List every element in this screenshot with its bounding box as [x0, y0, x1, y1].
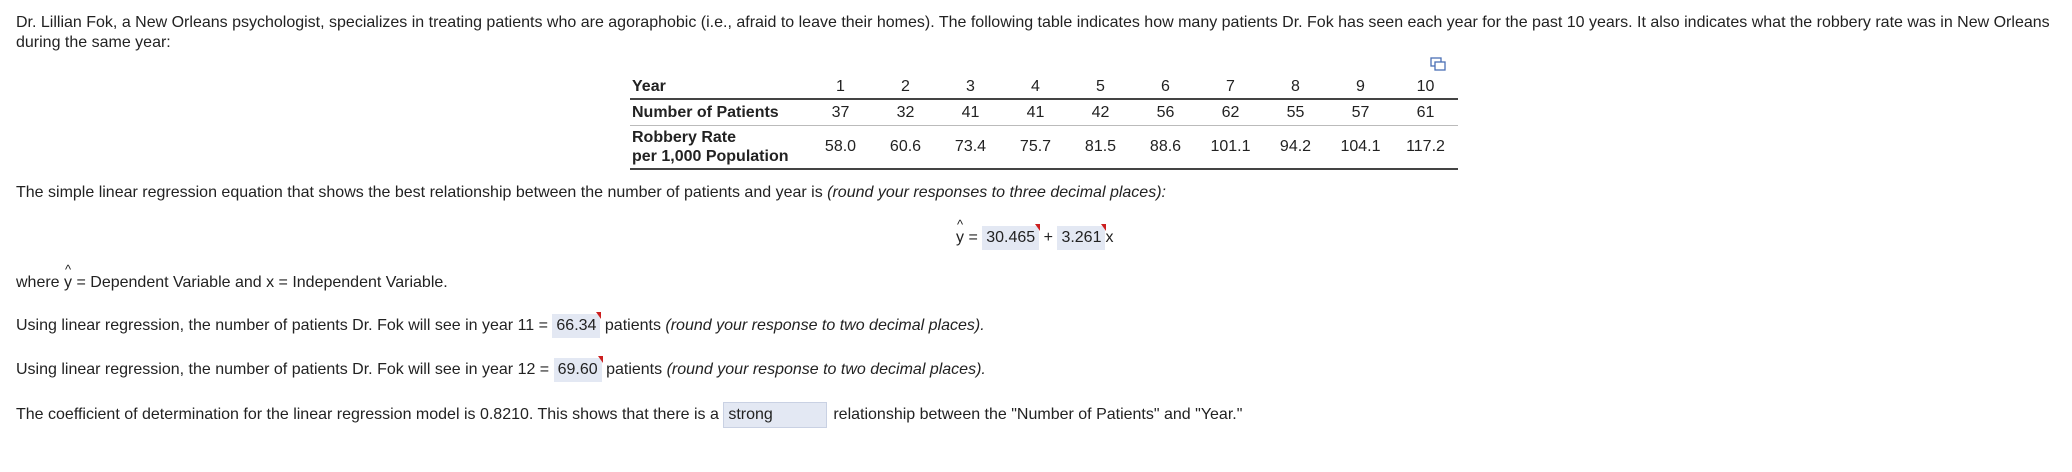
- year-cell: 3: [938, 76, 1003, 99]
- problem-intro: Dr. Lillian Fok, a New Orleans psychologist, specializes in treating patients who are agoraphobic (i.e., afraid to leave their homes). The following table indicates how many patients Dr. Fok has seen each year for the past 10 years. It also indicates what the robbery rate was in New Orleans during the same year:: [16, 14, 2050, 51]
- patients-cell: 56: [1133, 99, 1198, 126]
- robbery-cell: 75.7: [1003, 126, 1068, 170]
- slope-value: 3.261: [1061, 229, 1102, 246]
- coefficient-question: [16, 402, 1242, 428]
- year-cell: 6: [1133, 76, 1198, 99]
- year-row: [630, 76, 1458, 99]
- y-symbol: y: [64, 274, 73, 291]
- regression-question: [16, 184, 1166, 202]
- patients-cell: 57: [1328, 99, 1393, 126]
- year-row-label: Year: [630, 76, 808, 99]
- patients-cell: 32: [873, 99, 938, 126]
- patients-cell: 37: [808, 99, 873, 126]
- intercept-value: 30.465: [986, 229, 1036, 246]
- where-text: where: [16, 274, 65, 291]
- robbery-cell: 94.2: [1263, 126, 1328, 170]
- year-cell: 1: [808, 76, 873, 99]
- coefficient-text: The coefficient of determination for the linear regression model is 0.8210. This shows that there is a: [16, 406, 724, 424]
- robbery-cell: 104.1: [1328, 126, 1393, 170]
- incorrect-flag-icon: [1035, 224, 1040, 231]
- incorrect-flag-icon: [596, 312, 601, 319]
- equals-sign: =: [968, 229, 978, 246]
- incorrect-flag-icon: [598, 356, 603, 363]
- year-cell: 9: [1328, 76, 1393, 99]
- patients-cell: 55: [1263, 99, 1328, 126]
- patients-row: [630, 99, 1458, 126]
- robbery-row: [630, 126, 1458, 170]
- patients-cell: 61: [1393, 99, 1458, 126]
- coefficient-tail: relationship between the "Number of Patients" and "Year.": [833, 406, 1243, 424]
- year11-question: [16, 314, 985, 338]
- hat-accent: ^: [956, 217, 964, 232]
- plus-sign: +: [1043, 229, 1053, 246]
- year11-note: (round your response to two decimal places).: [665, 317, 985, 334]
- rounding-note: (round your responses to three decimal places):: [827, 184, 1166, 201]
- robbery-cell: 101.1: [1198, 126, 1263, 170]
- patients-cell: 62: [1198, 99, 1263, 126]
- year12-value: 69.60: [557, 361, 598, 378]
- year11-value: 66.34: [556, 317, 597, 334]
- year12-question: [16, 358, 986, 382]
- year-cell: 7: [1198, 76, 1263, 99]
- robbery-cell: 60.6: [873, 126, 938, 170]
- robbery-label-line1: Robbery Rate: [632, 129, 737, 146]
- relationship-select[interactable]: strong: [723, 402, 827, 428]
- robbery-row-label: [630, 126, 808, 170]
- year12-answer[interactable]: [554, 358, 602, 382]
- year11-answer[interactable]: [552, 314, 600, 338]
- year12-text: Using linear regression, the number of patients Dr. Fok will see in year 12 =: [16, 361, 554, 378]
- where-line: [16, 262, 448, 292]
- robbery-cell: 81.5: [1068, 126, 1133, 170]
- robbery-cell: 73.4: [938, 126, 1003, 170]
- y-symbol: y: [956, 229, 964, 246]
- year-cell: 2: [873, 76, 938, 99]
- hat-accent: ^: [64, 262, 72, 277]
- year-cell: 5: [1068, 76, 1133, 99]
- year11-unit: patients: [600, 317, 666, 334]
- data-table: [630, 76, 1458, 170]
- robbery-label-line2: per 1,000 Population: [632, 148, 789, 165]
- year-cell: 8: [1263, 76, 1328, 99]
- y-hat-symbol: [956, 217, 964, 247]
- copy-table-icon[interactable]: [1430, 57, 1446, 71]
- robbery-cell: 88.6: [1133, 126, 1198, 170]
- x-symbol: x: [1105, 229, 1114, 246]
- year12-unit: patients: [601, 361, 667, 378]
- year11-text: Using linear regression, the number of patients Dr. Fok will see in year 11 =: [16, 317, 553, 334]
- year-cell: 4: [1003, 76, 1068, 99]
- patients-cell: 41: [938, 99, 1003, 126]
- robbery-cell: 58.0: [808, 126, 873, 170]
- variable-definitions: = Dependent Variable and x = Independent Variable.: [72, 274, 448, 291]
- robbery-cell: 117.2: [1393, 126, 1458, 170]
- y-hat-symbol: [64, 262, 73, 292]
- intercept-answer[interactable]: [982, 226, 1039, 250]
- year12-note: (round your response to two decimal places).: [666, 361, 986, 378]
- regression-question-text: The simple linear regression equation that shows the best relationship between the number of patients and year is: [16, 184, 828, 201]
- patients-cell: 41: [1003, 99, 1068, 126]
- year-cell: 10: [1393, 76, 1458, 99]
- patients-cell: 42: [1068, 99, 1133, 126]
- regression-equation: [956, 217, 1114, 250]
- incorrect-flag-icon: [1101, 224, 1106, 231]
- slope-answer[interactable]: [1057, 226, 1105, 250]
- patients-row-label: Number of Patients: [630, 99, 808, 126]
